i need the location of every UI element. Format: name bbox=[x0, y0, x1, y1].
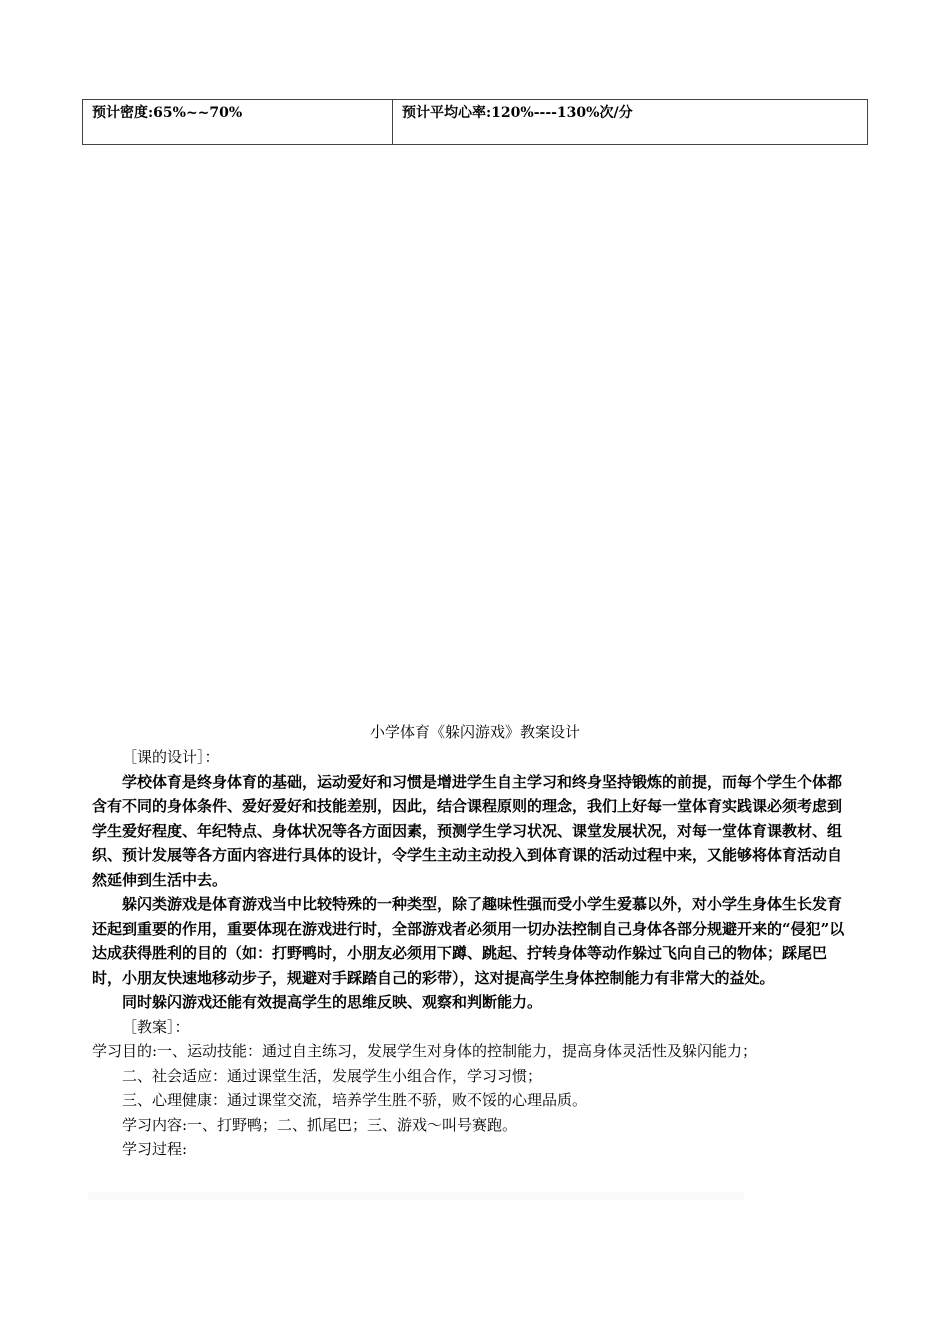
course-design-paragraph-1: 学校体育是终身体育的基础，运动爱好和习惯是增进学生自主学习和终身坚持锻炼的前提，而每个学生个体都含有不同的身体条件、爱好爱好和技能差别，因此，结合课程原则的理念，我们上好每一堂体育实践课必须考虑到学生爱好程度、年纪特点、身体状况等各方面因素，预测学生学习状况、课堂发展状况，对每一堂体育课教材、组织、预计发展等各方面内容进行具体的设计，令学生主动主动投入到体育课的活动过程中来，又能够将体育活动自然延伸到生活中去。 bbox=[92, 772, 843, 889]
course-design-paragraph-2: 躲闪类游戏是体育游戏当中比较特殊的一种类型，除了趣味性强而受小学生爱慕以外，对小学生身体生长发育还起到重要的作用，重要体现在游戏进行时，全部游戏者必须用一切办法控制自己身体各部分规避开来的“侵犯”以达成获得胜利的目的（如：打野鸭时，小朋友必须用下蹲、跳起、拧转身体等动作躲过飞向自己的物体；踩尾巴时，小朋友快速地移动步子，规避对手踩踏自己的彩带），这对提高学生身体控制能力有非常大的益处。 bbox=[92, 895, 845, 987]
learning-goal-2: 二、社会适应：通过课堂生活，发展学生小组合作，学习习惯； bbox=[122, 1066, 543, 1085]
heart-rate-cell: 预计平均心率:120%----130%次/分 bbox=[393, 100, 868, 145]
stats-table bbox=[82, 99, 868, 145]
lesson-plan-heading: ［教案］： bbox=[122, 1017, 190, 1036]
density-cell: 预计密度:65%~~70% bbox=[83, 100, 393, 145]
learning-goal-3: 三、心理健康：通过课堂交流，培养学生胜不骄，败不馁的心理品质。 bbox=[122, 1091, 588, 1109]
course-design-heading: ［课的设计］： bbox=[122, 748, 220, 766]
table-row bbox=[83, 100, 868, 145]
document-body bbox=[92, 745, 848, 1162]
learning-content: 学习内容:一、打野鸭；二、抓尾巴；三、游戏～叫号赛跑。 bbox=[122, 1115, 518, 1134]
learning-goal-1: 学习目的:一、运动技能：通过自主练习，发展学生对身体的控制能力，提高身体灵活性及躲闪能力； bbox=[92, 1042, 758, 1060]
faded-region bbox=[88, 1192, 744, 1200]
learning-process: 学习过程: bbox=[122, 1140, 188, 1158]
document-title: 小学体育《躲闪游戏》教案设计 bbox=[369, 723, 580, 741]
course-design-paragraph-3: 同时躲闪游戏还能有效提高学生的思维反映、观察和判断能力。 bbox=[122, 993, 543, 1011]
